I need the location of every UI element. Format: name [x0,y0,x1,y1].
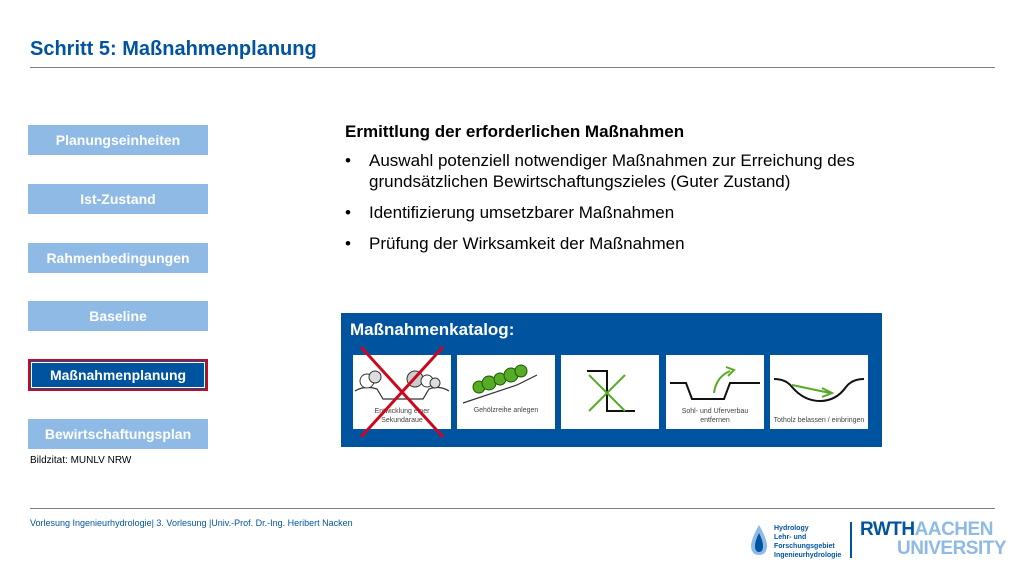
tree-row-icon [457,355,555,429]
bullet-list [345,150,905,254]
nav-item-ist-zustand[interactable]: Ist-Zustand [28,184,208,214]
bullet-item: • Auswahl potenziell notwendiger Maßnahmen zur Erreichung des grundsätzlichen Bewirtschaftungszieles (Guter Zustand) [345,150,905,192]
catalog-panel [770,355,868,429]
panel-label: Entwicklung einer Sekundaraue [374,408,430,424]
nav-item-baseline[interactable]: Baseline [28,301,208,331]
rwth-logo: RWTHAACHEN [860,519,993,540]
catalog-panel [457,355,555,429]
main-content [345,122,905,264]
panel-label: Sohl- und Uferverbau entfernen [681,408,749,424]
bullet-item: • Identifizierung umsetzbarer Maßnahmen [345,202,905,223]
hydrology-logo-text: Hydrology Lehr- und Forschungsgebiet Ingenieurhydrologie [774,525,842,559]
image-credit: Bildzitat: MUNLV NRW [30,455,132,466]
slide-title: Schritt 5: Maßnahmenplanung [30,38,317,60]
catalog-title: Maßnahmenkatalog: [350,320,515,339]
channel-profile-icon [561,355,659,429]
footer-text: Vorlesung Ingenieurhydrologie| 3. Vorlesung |Univ.-Prof. Dr.-Ing. Heribert Nacken [30,518,353,528]
nav-item-bewirtschaftungsplan[interactable]: Bewirtschaftungsplan [28,419,208,449]
cross-out-icon [351,341,451,443]
footer-divider [30,508,995,509]
nav-item-rahmenbedingungen[interactable]: Rahmenbedingungen [28,243,208,273]
panel-label: Totholz belassen / einbringen [773,417,865,424]
nav-item-planungseinheiten[interactable]: Planungseinheiten [28,125,208,155]
logo-separator [850,522,852,558]
panel-label: Gehölzreihe anlegen [473,407,539,414]
bullet-item: • Prüfung der Wirksamkeit der Maßnahmen [345,233,905,254]
catalog-panel [561,355,659,429]
rwth-logo-university: UNIVERSITY [897,538,1007,559]
catalog-panel [666,355,764,429]
title-divider [30,67,995,68]
nav-item-massnahmenplanung[interactable]: Maßnahmenplanung [28,359,208,391]
content-heading: Ermittlung der erforderlichen Maßnahmen [345,122,685,141]
water-drop-icon [748,523,770,557]
measures-catalog [341,313,882,447]
